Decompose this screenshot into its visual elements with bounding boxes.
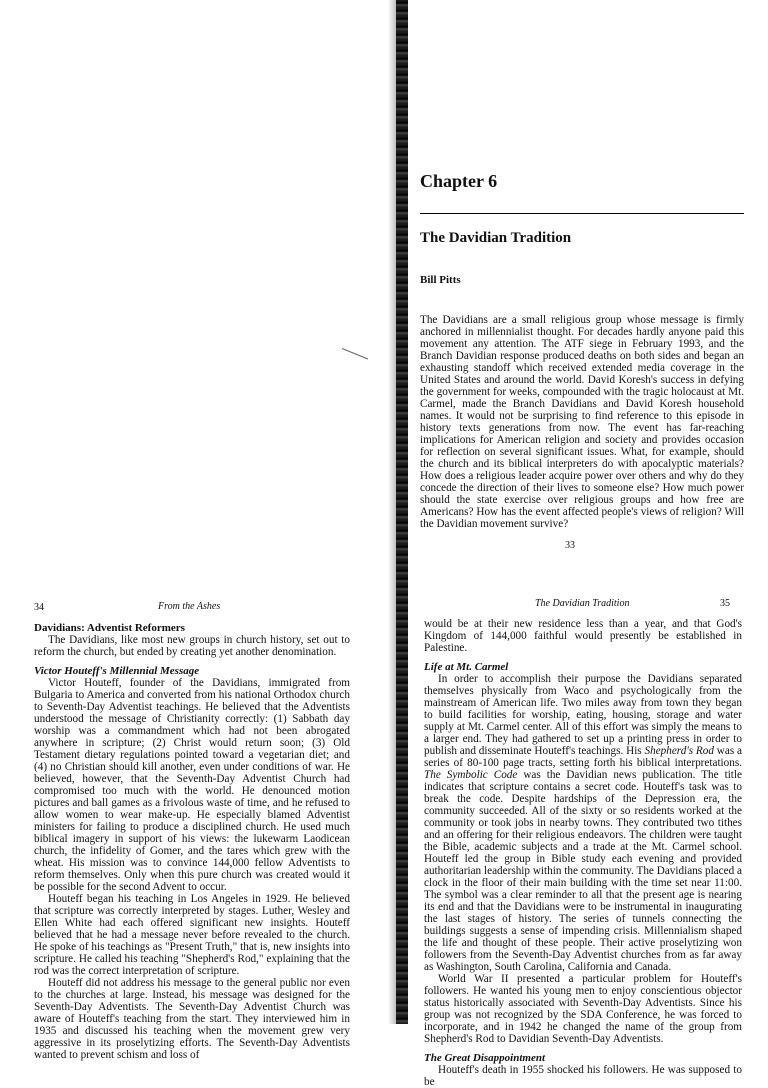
chapter-rule bbox=[420, 213, 744, 214]
subheading-great-disappointment: The Great Disappointment bbox=[424, 1052, 546, 1064]
running-head-left-text: From the Ashes bbox=[158, 601, 221, 612]
body-paragraph bbox=[424, 673, 742, 973]
book-gutter bbox=[396, 0, 408, 1024]
body-paragraph: World War II presented a particular problem for Houteff's followers. He wanted his young men to enjoy conscientious objector status historically associated with Seventh-Day Adventists. Since his group was not recognized by the SDA Conference, he was forced to incorporate, and in 1942 he changed the name of the group from Shepherd's Rod to Davidian Seventh-Day Adventists. bbox=[424, 973, 742, 1045]
page-number-35: 35 bbox=[720, 598, 730, 609]
text-run: was a series of 80-100 page tracts, setting forth his biblical interpretations. bbox=[424, 745, 742, 769]
intro-paragraph: The Davidians, like most new groups in church history, set out to reform the church, but ended by creating yet another denomination. bbox=[34, 634, 350, 658]
chapter-author: Bill Pitts bbox=[420, 274, 461, 286]
chapter-label: Chapter 6 bbox=[420, 171, 498, 191]
subheading-mt-carmel: Life at Mt. Carmel bbox=[424, 661, 509, 673]
italic-title: Shepherd's Rod bbox=[644, 745, 714, 757]
body-paragraph: Houteff's death in 1955 shocked his followers. He was supposed to be bbox=[424, 1064, 742, 1088]
text-run: was the Davidian news publication. The title indicates that scripture contains a secret code. Houteff's task was to break the code. Despite hardships of the Depression era, the community succeeded. All of the sixty or so residents worked at the community or took jobs in nearby towns. They contributed two tithes and an offering for their religious endeavors. The children were taught the Bible, academic subjects and a trade at the Mt. Carmel school. Houteff led the group in Bible study each evening and provided authoritarian leadership within the community. The Davidians placed a clock in the floor of their main building with the time set near 11:00. The symbol was a clear reminder to all that the present age is nearing its end and that the Davidians were to be instrumental in inaugurating the last stages of history. The series of tunnels connecting the buildings suggests a sense of impending crisis. Millennialism shaped the life and thought of these people. Their active proselytizing won followers from the Seventh-Day Adventist churches from as far away as Washington, South Carolina, California and Canada. bbox=[424, 769, 742, 973]
italic-title: The Symbolic Code bbox=[424, 769, 518, 781]
chapter-title: The Davidian Tradition bbox=[420, 230, 572, 246]
section-heading: Davidians: Adventist Reformers bbox=[34, 622, 185, 634]
body-paragraph: Houteff did not address his message to the general public nor even to the churches at large. Instead, his message was designed for the Seventh-Day Adventists. The Seventh-Day Adventist Church was aware of Houteff's teaching from the start. They interviewed him in 1935 and discussed his teaching when the movement grew very aggressive in its proselytizing efforts. The Seventh-Day Adventists wanted to prevent schism and loss of bbox=[34, 977, 350, 1061]
book-gutter-shadow bbox=[388, 0, 396, 1024]
running-head-right-text: The Davidian Tradition bbox=[535, 598, 630, 609]
body-paragraph: Victor Houteff, founder of the Davidians, immigrated from Bulgaria to America and converted from his national Orthodox church to Seventh-Day Adventist teachings. He believed that the Adventists understood the message of Christianity correctly: (1) Sabbath day worship was a commandment which had not been abrogated anywhere in scripture; (2) Christ would return soon; (3) Old Testament dietary regulations pointed toward a vegetarian diet; and (4) no Christian should kill another, even under conditions of war. He believed, however, that the Seventh-Day Adventist Church had compromised too much with the world. He denounced motion pictures and ball games as a frivolous waste of time, and he refused to allow women to wear make-up. He especially blamed Adventist ministers for failing to produce a disciplined church. He used much biblical imagery in support of his views: the lukewarm Laodicean church, the infidelity of Gomer, and the tares which grew with the wheat. His mission was to convince 144,000 fellow Adventists to reform themselves. Only when this pure church was created would it be possible for the second Advent to occur. bbox=[34, 677, 350, 893]
running-head-right bbox=[535, 598, 629, 609]
page-number-34: 34 bbox=[34, 602, 44, 613]
stray-pen-mark bbox=[342, 348, 368, 359]
body-paragraph: Houteff began his teaching in Los Angeles in 1929. He believed that scripture was correctly interpreted by stages. Luther, Wesley and Ellen White had each offered significant new insights. Houteff believed that he had a message never before revealed to the church. He spoke of his teachings as "Present Truth," that is, new insights into scripture. He called his teaching "Shepherd's Rod," explaining that the rod was the correct interpretation of scripture. bbox=[34, 893, 350, 977]
page-number-33: 33 bbox=[565, 540, 575, 551]
page-34-body bbox=[34, 622, 350, 1061]
page-35-body bbox=[424, 618, 742, 1088]
running-head-left bbox=[158, 601, 220, 612]
text-run: In order to accomplish their purpose the Davidians separated themselves physically from Waco and psychologically from the mainstream of American life. Two miles away from town they began to build facilities for worship, eating, housing, storage and water supply at Mt. Carmel center. All of this effort was simply the means to a larger end. They had gathered to set up a printing press in order to publish and disseminate Houteff's teachings. His bbox=[424, 673, 742, 757]
continuation-paragraph: would be at their new residence less than a year, and that God's Kingdom of 144,000 faithful would presently be established in Palestine. bbox=[424, 618, 742, 654]
chapter-opening-text bbox=[420, 314, 744, 530]
subheading-houteff: Victor Houteff's Millennial Message bbox=[34, 665, 200, 677]
opening-paragraph: The Davidians are a small religious group whose message is firmly anchored in millennialist thought. For decades hardly anyone paid this movement any attention. The ATF siege in February 1993, and the Branch Davidian response produced deaths on both sides and began an exhausting standoff which received extended media coverage in the United States and around the world. David Koresh's success in defying the government for weeks, compounded with the tragic holocaust at Mt. Carmel, made the Branch Davidians and David Koresh household names. It would not be surprising to find reference to this episode in history texts generations from now. The event has far-reaching implications for American religion and society and provides occasion for reflection on several significant issues. What, for example, should the church and its biblical interpreters do with apocalyptic materials? How does a religious leader acquire power over others and why do they concede the direction of their lives to someone else? How much power should the state exercise over religious groups and how free are Americans? How has the event affected people's views of religion? Will the Davidian movement survive? bbox=[420, 314, 744, 530]
